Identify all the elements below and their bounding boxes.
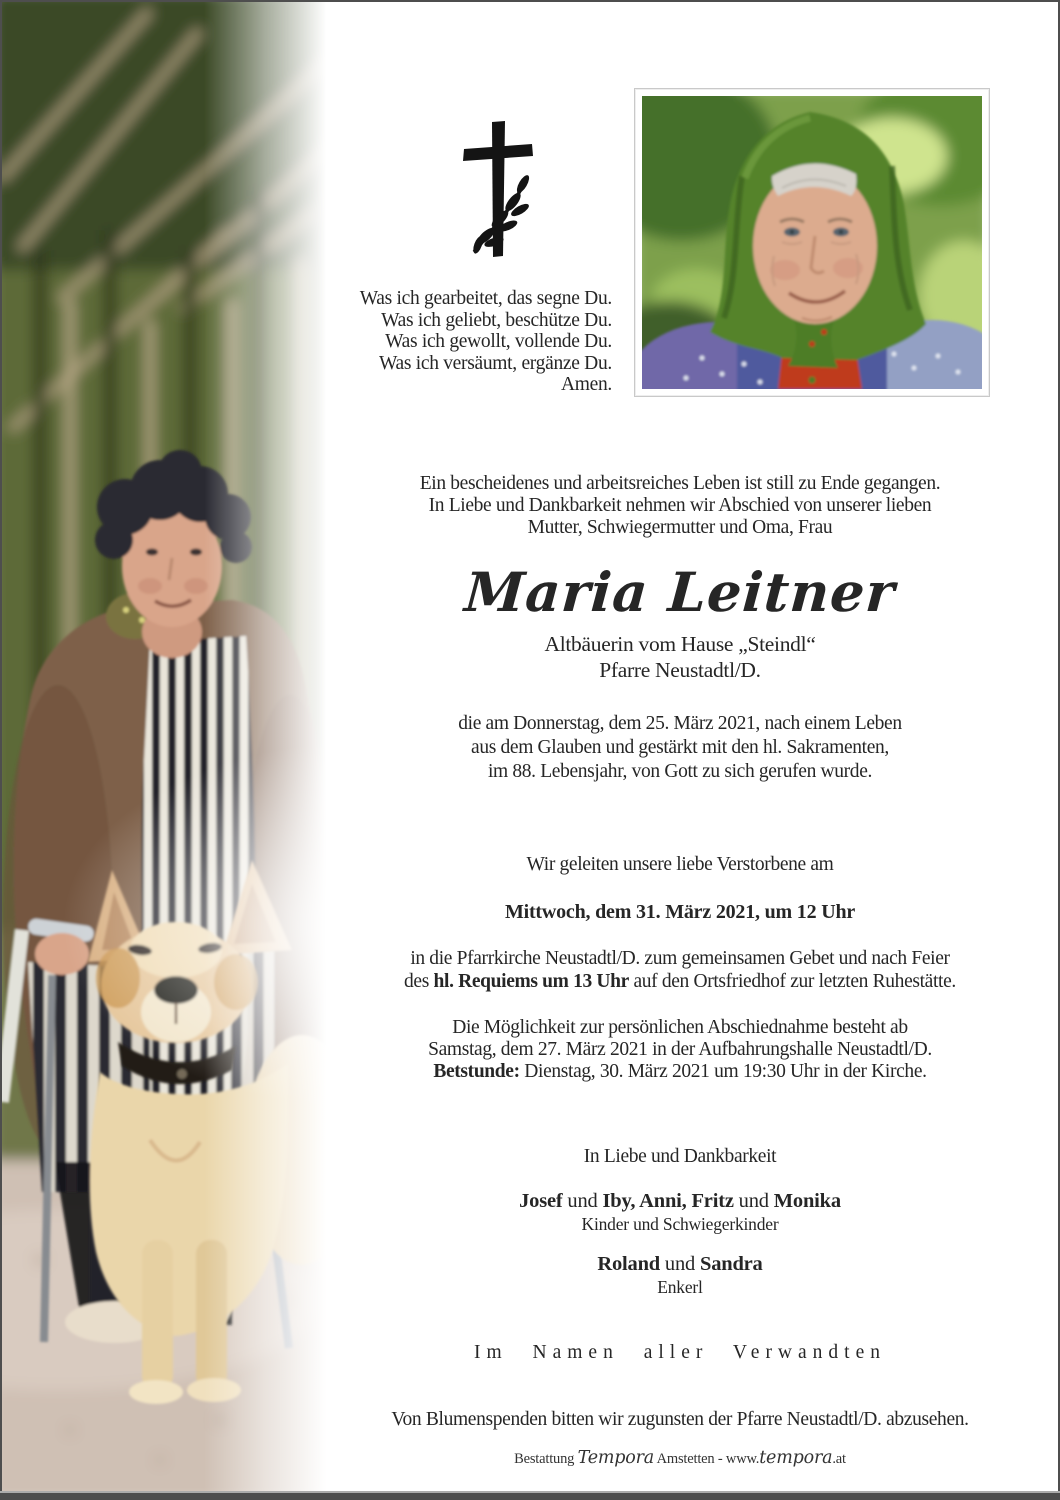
family-heading [350, 1146, 1010, 1168]
grandchild-name: Sandra [700, 1253, 763, 1275]
prayer-line: Was ich gewollt, vollende Du. [385, 331, 612, 352]
funeral-home-footer [350, 1448, 1010, 1468]
viewing-line: Die Möglichkeit zur persönlichen Abschiednahme besteht ab [452, 1017, 908, 1038]
prayer-line: Was ich geliebt, beschütze Du. [381, 309, 612, 331]
detail-pre: des [404, 971, 434, 992]
viewing-line [350, 1061, 1010, 1083]
funeral-datetime-line: Mittwoch, dem 31. März 2021, um 12 Uhr [504, 901, 856, 923]
name-sep: und [659, 1253, 700, 1275]
closing-text: Im Namen aller Verwandten [473, 1342, 886, 1363]
detail-post: auf den Ortsfriedhof zur letzten Ruhestätte. [628, 971, 956, 992]
deceased-name-block [350, 560, 1010, 624]
footer-post: .at [832, 1451, 846, 1467]
children-names [350, 1190, 1010, 1213]
funeral-detail-line [350, 970, 1010, 993]
flowers-note [350, 1409, 1010, 1431]
cross-with-laurel-icon [458, 118, 538, 258]
portrait-illustration [642, 96, 982, 389]
footer-brand-url: tempora [759, 1448, 833, 1468]
prayer-line: Was ich versäumt, ergänze Du. [378, 352, 612, 374]
flowers-note-line: Von Blumenspenden bitten wir zugunsten der Pfarre Neustadtl/D. abzusehen. [391, 1409, 969, 1430]
viewing-paragraph [350, 1017, 1010, 1083]
funeral-datetime [350, 901, 1010, 924]
footer-mid: Amstetten - www. [654, 1451, 760, 1467]
deceased-title-line: Altbäuerin vom Hause „Steindl“ [544, 632, 816, 656]
prayer-line: Amen. [560, 374, 612, 395]
name-sep: und [733, 1190, 774, 1212]
intro-line: Ein bescheidenes und arbeitsreiches Leben ist still zu Ende gegangen. [419, 473, 941, 494]
bottom-scan-bar [0, 1491, 1060, 1500]
viewing-line: Samstag, dem 27. März 2021 in der Aufbahrungshalle Neustadtl/D. [428, 1039, 932, 1060]
funeral-lead [350, 854, 1010, 876]
portrait-photo [634, 88, 990, 397]
footer-brand: Tempora [577, 1448, 655, 1468]
funeral-lead-line: Wir geleiten unsere liebe Verstorbene am [526, 854, 834, 875]
name-sep: und [562, 1190, 603, 1212]
footer-pre: Bestattung [514, 1451, 578, 1467]
intro-line: In Liebe und Dankbarkeit nehmen wir Abschied von unserer lieben [428, 495, 932, 516]
child-name: Monika [773, 1190, 841, 1212]
grandchildren-caption-line: Enkerl [657, 1277, 703, 1297]
prayer-text [350, 288, 612, 396]
child-name: Iby, Anni, Fritz [602, 1190, 734, 1212]
family-heading-line: In Liebe und Dankbarkeit [583, 1146, 777, 1167]
intro-line: Mutter, Schwiegermutter und Oma, Frau [527, 517, 833, 538]
funeral-details [350, 947, 1010, 993]
closing-line [350, 1342, 1010, 1364]
grandchildren-caption [350, 1277, 1010, 1298]
betstunde-rest: Dienstag, 30. März 2021 um 19:30 Uhr in der Kirche. [519, 1061, 927, 1082]
intro-paragraph [350, 473, 1010, 539]
death-info-line: im 88. Lebensjahr, von Gott zu sich gerufen wurde. [487, 761, 873, 782]
death-info-line: die am Donnerstag, dem 25. März 2021, nach einem Leben [458, 713, 902, 734]
prayer-line: Was ich gearbeitet, das segne Du. [359, 288, 612, 309]
children-caption [350, 1214, 1010, 1235]
death-info-paragraph [350, 712, 1010, 784]
funeral-detail-line: in die Pfarrkirche Neustadtl/D. zum gemeinsamen Gebet und nach Feier [410, 948, 950, 969]
death-info-line: aus dem Glauben und gestärkt mit den hl. Sakramenten, [471, 737, 889, 758]
child-name: Josef [519, 1190, 563, 1212]
strip-fade-right [0, 0, 340, 1492]
requiem-time: hl. Requiems um 13 Uhr [433, 971, 629, 992]
deceased-title-block [350, 631, 1010, 683]
grandchild-name: Roland [597, 1253, 660, 1275]
grandchildren-names [350, 1253, 1010, 1276]
betstunde-label: Betstunde: [433, 1061, 520, 1082]
deceased-name: Maria Leitner [462, 560, 898, 624]
children-caption-line: Kinder und Schwiegerkinder [581, 1214, 779, 1234]
left-photo-strip [0, 0, 340, 1492]
deceased-title-line: Pfarre Neustadtl/D. [599, 658, 761, 682]
